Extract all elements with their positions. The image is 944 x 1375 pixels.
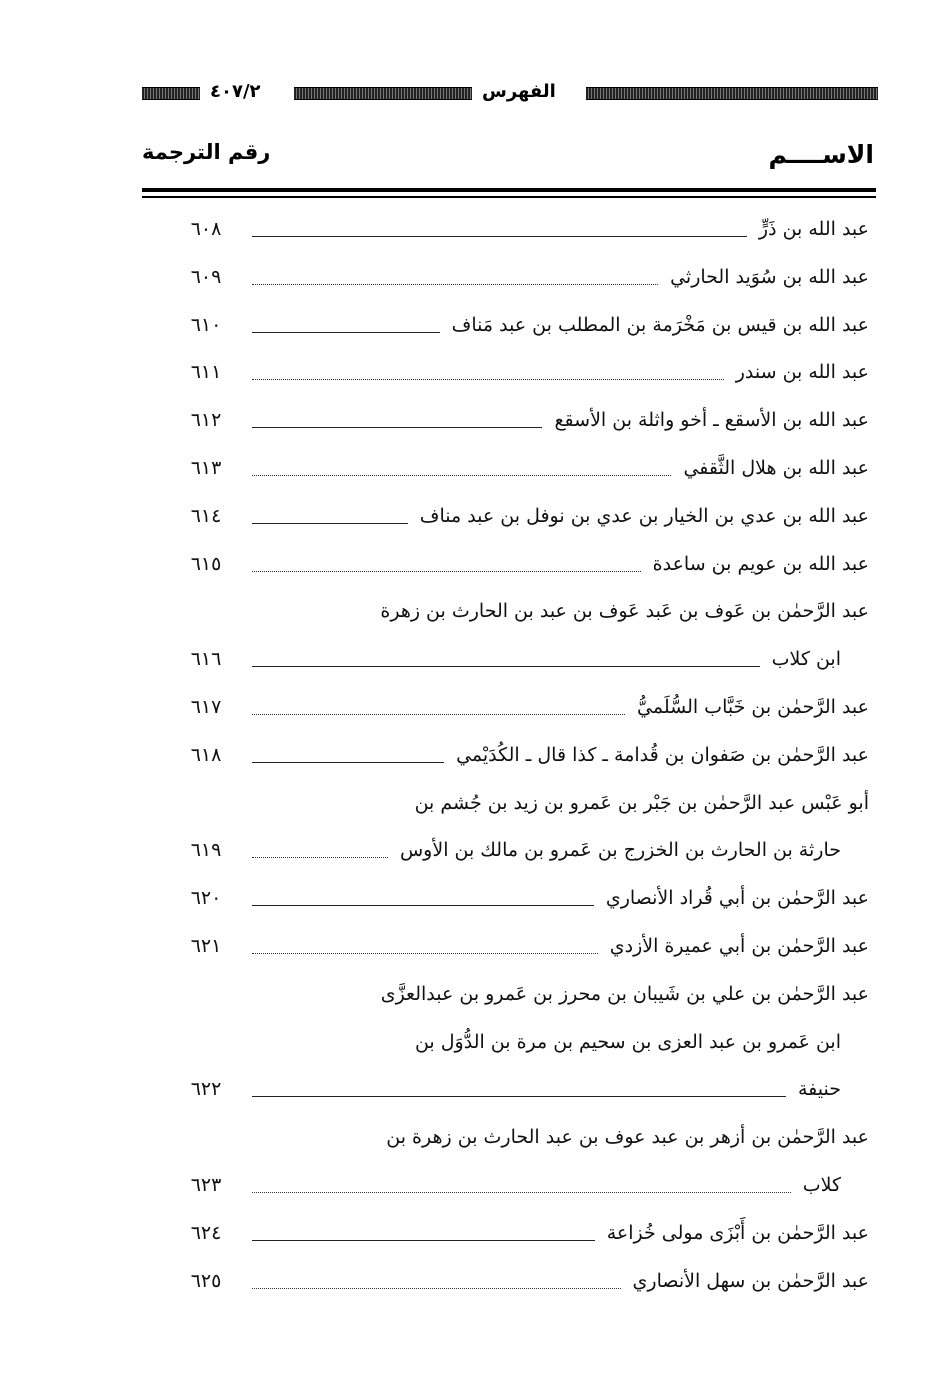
index-entry: [142, 1216, 877, 1260]
number-column-title: رقم الترجمة: [142, 140, 271, 164]
entry-name: عبد الله بن ذَرٍّ: [758, 218, 869, 240]
entry-name: عبد الرَّحمٰن بن عَوف بن عَبد عَوف بن عبد بن الحارث بن زهرة: [380, 600, 869, 623]
index-entry-continuation: [142, 833, 877, 877]
entry-number: ٦١٠: [190, 313, 222, 336]
column-titles: [142, 140, 874, 180]
entry-number: ٦١٦: [190, 648, 222, 671]
entry-number: ٦٢٢: [190, 1078, 222, 1101]
header-ornament-bar-middle: [294, 87, 472, 100]
index-entry: [142, 212, 877, 256]
leader-line: [252, 1096, 786, 1097]
entry-number: ٦٢٠: [190, 887, 222, 910]
entry-number: ٦١٤: [190, 504, 222, 527]
index-entry: [142, 881, 877, 925]
header-rule-thick: [142, 188, 876, 192]
index-entry-continuation: [142, 1025, 877, 1069]
index-entry: [142, 1120, 877, 1164]
index-entry: [142, 260, 877, 304]
header-section-title: الفهرس: [482, 81, 556, 102]
leader-line: [252, 1240, 595, 1241]
leader-line: [252, 475, 671, 476]
header-ornament-bar-left: [142, 87, 200, 100]
index-entry-continuation: [142, 1168, 877, 1212]
entry-name: عبد الرَّحمٰن بن خَبَّاب السُّلَميُّ: [637, 696, 869, 718]
index-entry: [142, 355, 877, 399]
entry-name: عبد الرَّحمٰن بن صَفوان بن قُدامة ـ كذا قال ـ الكُدَيْمي: [456, 743, 869, 766]
entry-name: عبد الله بن عويم بن ساعدة: [652, 552, 869, 575]
entry-number: ٦١٣: [190, 457, 222, 479]
entry-name: عبد الله بن سُوَيد الحارثي: [670, 265, 869, 288]
header-rule-thin: [142, 196, 876, 198]
index-entry: [142, 977, 877, 1021]
leader-line: [252, 857, 388, 858]
leader-line: [252, 571, 641, 572]
index-entry: [142, 499, 877, 543]
index-entry-continuation: [142, 642, 877, 686]
entry-name: عبد الله بن سندر: [735, 361, 869, 384]
leader-line: [252, 714, 625, 715]
index-entry: [142, 738, 877, 782]
leader-line: [252, 236, 747, 237]
entry-number: ٦٢٥: [190, 1269, 222, 1292]
entry-name: عبد الله بن قيس بن مَخْرَمة بن المطلب بن عبد مَناف: [451, 313, 869, 336]
entry-number: ٦٢٣: [190, 1174, 222, 1196]
leader-line: [252, 905, 594, 906]
entry-name: حارثة بن الحارث بن الخزرج بن عَمرو بن مالك بن الأوس: [399, 839, 841, 862]
entry-name: عبد الرَّحمٰن بن أَبْزَى مولى خُزاعة: [606, 1221, 869, 1244]
entry-number: ٦٠٩: [190, 265, 222, 288]
index-entry: [142, 547, 877, 591]
index-entry: [142, 403, 877, 447]
entry-name: عبد الله بن عدي بن الخيار بن عدي بن نوفل بن عبد مناف: [419, 504, 869, 527]
index-entry: [142, 594, 877, 638]
index-entry: [142, 690, 877, 734]
leader-line: [252, 1288, 621, 1289]
name-column-title: الاســــم: [768, 140, 874, 169]
leader-line: [252, 523, 408, 524]
header-ornament-bar-right: [586, 87, 878, 100]
leader-line: [252, 762, 444, 763]
entry-number: ٦١٢: [190, 409, 222, 432]
entry-name: عبد الرَّحمٰن بن علي بن شَيبان بن محرز بن عَمرو بن عبدالعزَّى: [380, 982, 869, 1005]
leader-line: [252, 284, 658, 285]
header-page-reference: ٤٠٧/٢: [210, 81, 261, 102]
entry-name: عبد الرَّحمٰن بن أبي قُراد الأنصاري: [605, 887, 869, 910]
index-entry: [142, 1264, 877, 1308]
entry-number: ٦٢١: [190, 935, 222, 957]
entry-name: حنيفة: [797, 1078, 841, 1101]
index-entry-continuation: [142, 1072, 877, 1116]
entry-name: عبد الرَّحمٰن بن أزهر بن عبد عوف بن عبد الحارث بن زهرة بن: [386, 1126, 869, 1149]
leader-line: [252, 379, 724, 380]
entry-name: عبد الرَّحمٰن بن أبي عميرة الأزدي: [609, 935, 869, 957]
entry-number: ٦١٨: [190, 743, 222, 766]
running-header: [142, 80, 878, 104]
leader-line: [252, 332, 440, 333]
leader-line: [252, 666, 760, 667]
entry-number: ٦١٥: [190, 552, 222, 575]
leader-line: [252, 953, 598, 954]
entry-name: عبد الرَّحمٰن بن سهل الأنصاري: [632, 1269, 869, 1292]
index-entry: [142, 786, 877, 830]
entry-number: ٦١٧: [190, 696, 222, 718]
index-entries: [142, 212, 877, 1312]
entry-name: كلاب: [802, 1174, 841, 1196]
entry-number: ٦٠٨: [190, 218, 222, 240]
entry-name: أبو عَبْس عبد الرَّحمٰن بن جَبْر بن عَمرو بن زيد بن جُشم بن: [414, 791, 869, 814]
entry-number: ٦٢٤: [190, 1221, 222, 1244]
leader-line: [252, 1192, 791, 1193]
entry-number: ٦١٩: [190, 839, 222, 862]
entry-number: ٦١١: [190, 361, 222, 384]
index-entry: [142, 929, 877, 973]
leader-line: [252, 427, 542, 428]
entry-name: عبد الله بن هلال الثَّقفي: [683, 457, 869, 479]
entry-name: ابن عَمرو بن عبد العزى بن سحيم بن مرة بن الدُّوَل بن: [414, 1030, 841, 1053]
entry-name: ابن كلاب: [771, 648, 841, 671]
index-entry: [142, 451, 877, 495]
index-entry: [142, 308, 877, 352]
entry-name: عبد الله بن الأسقع ـ أخو واثلة بن الأسقع: [554, 409, 869, 432]
